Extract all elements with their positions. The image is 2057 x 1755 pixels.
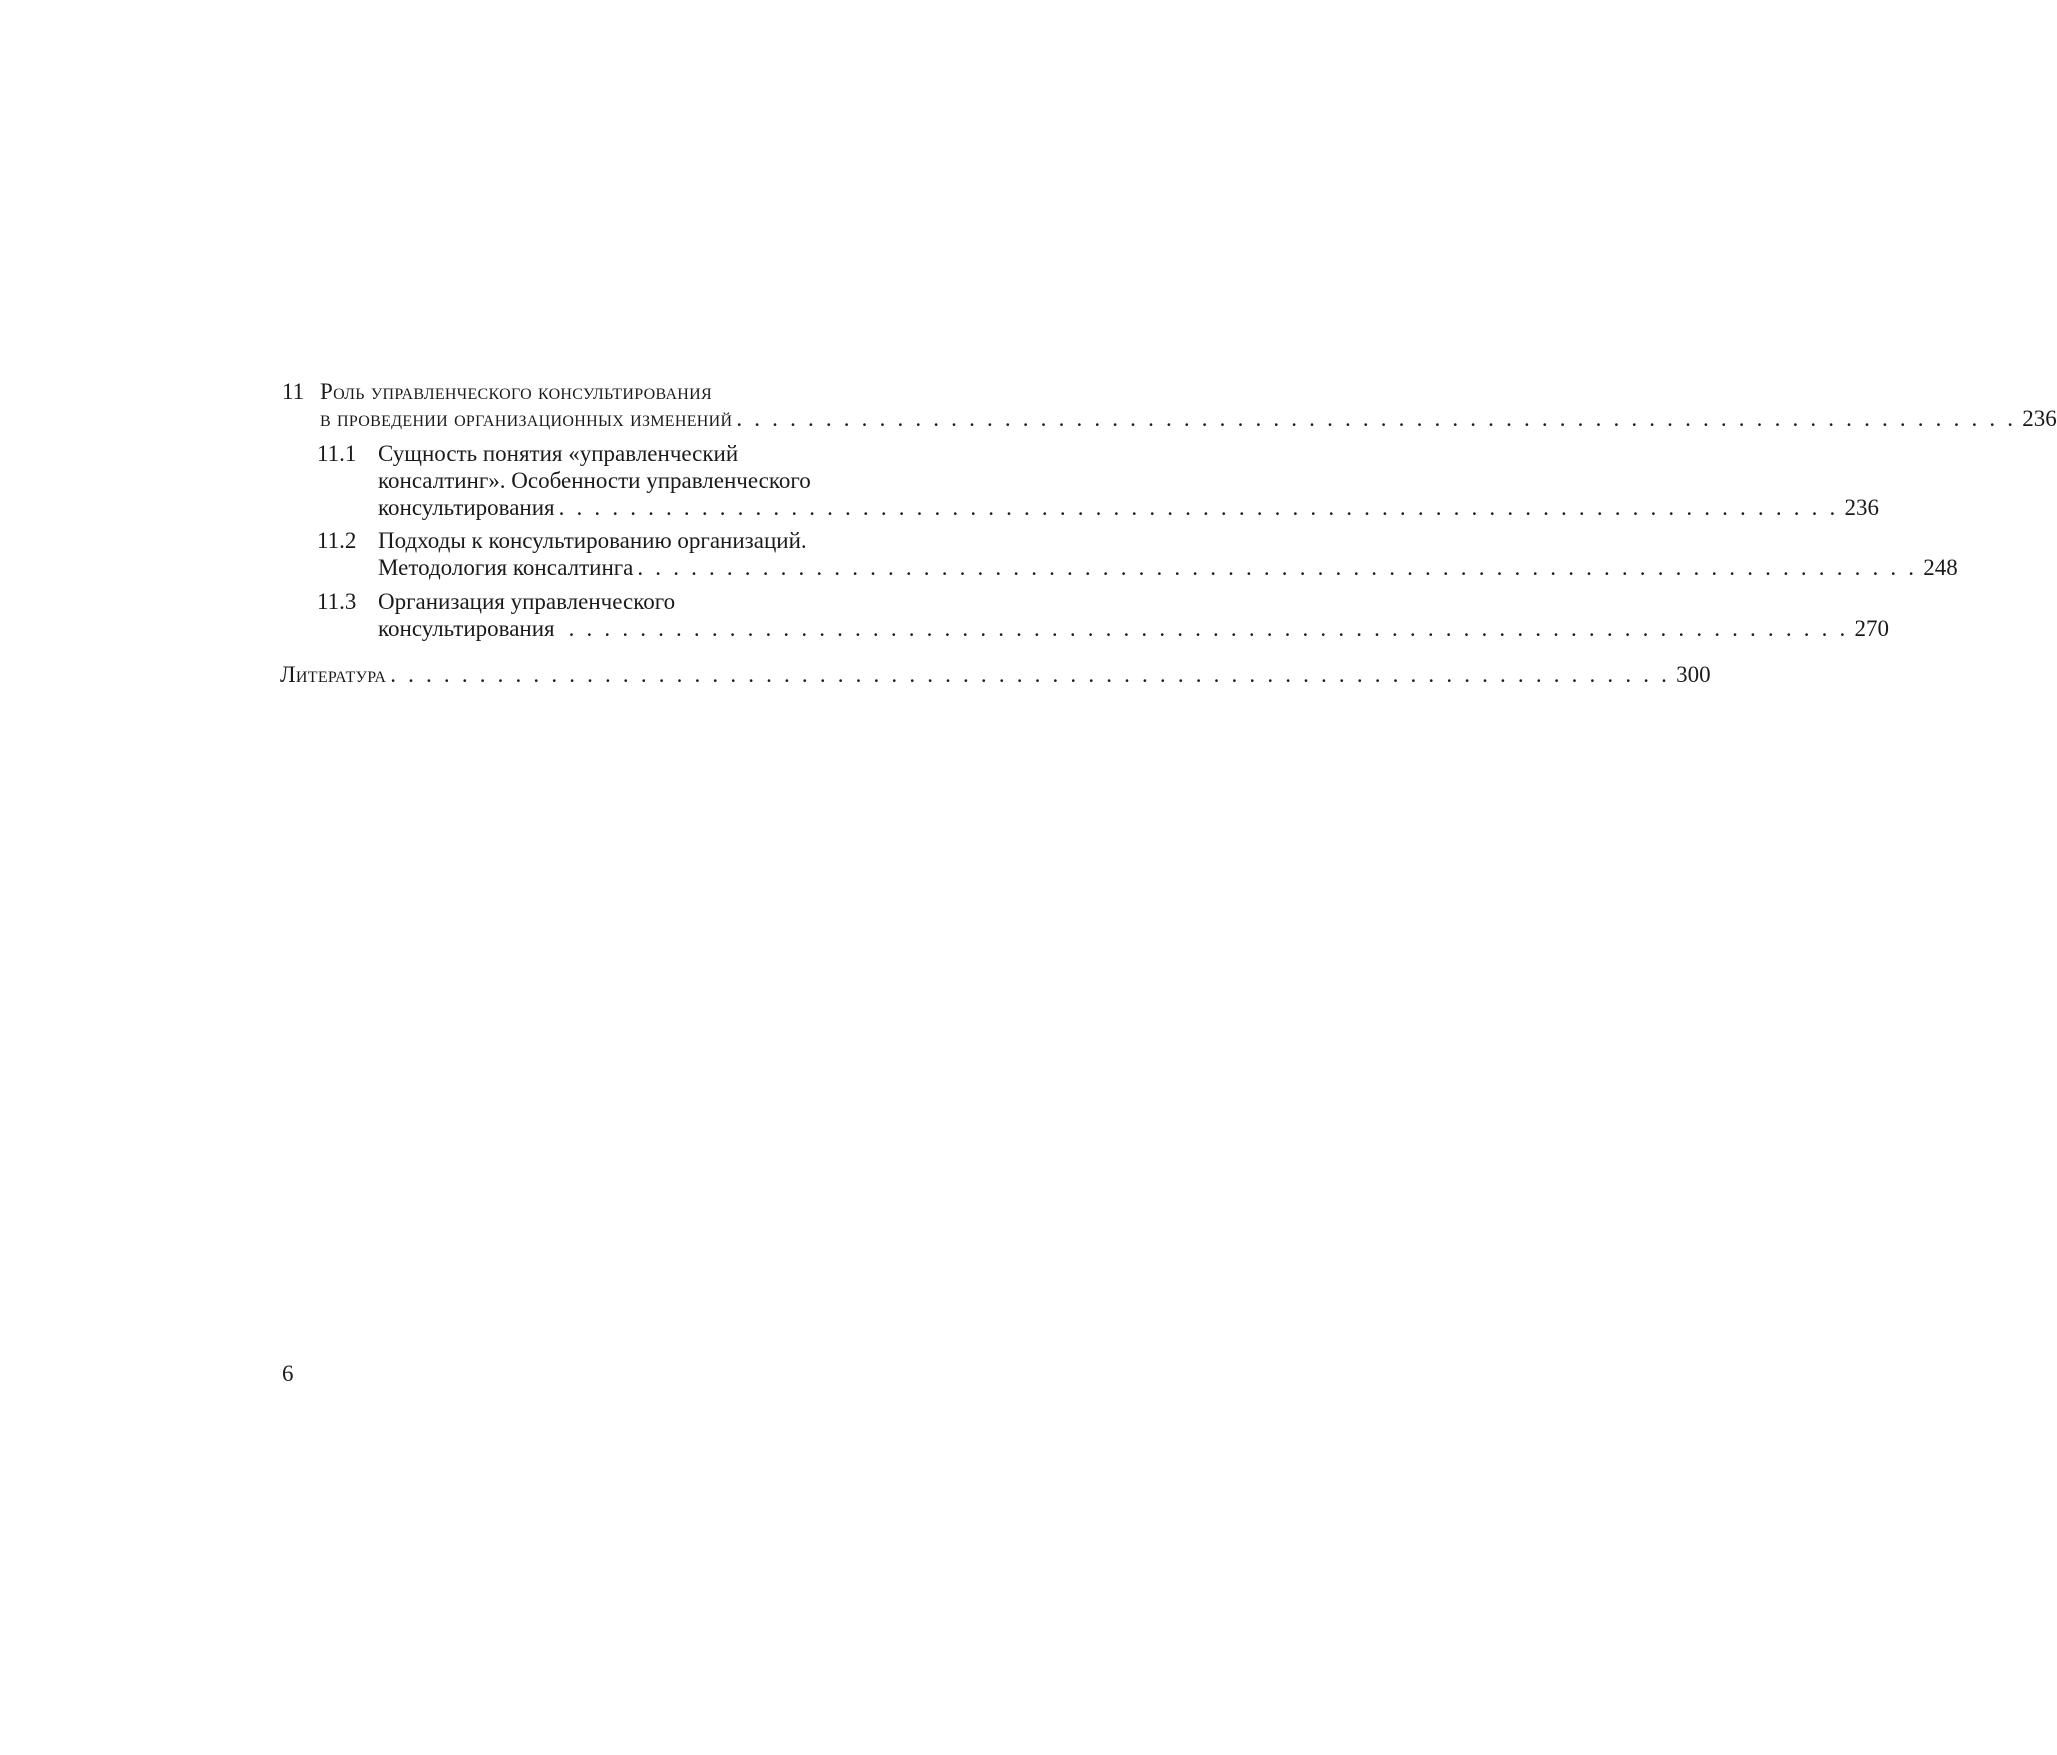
section-title-text: Методология консалтинга [378,555,634,580]
section-page-number: 236 [1844,495,1879,520]
section-title-line [378,494,1879,522]
page-folio: 6 [282,1361,294,1386]
section-title-line [378,615,1889,643]
section-title-line [378,588,960,616]
dot-leader: . . . . . . . . . . . . . . . . . . . . . . . . . . . . . . . . . . . . . . . . . . . . . . . . . . . . . . . . . . . . . . . . . . . . . . . . [558,495,1839,520]
literature-page-number: 300 [1676,662,1711,687]
section-title-line [378,467,960,495]
section-page-number: 248 [1923,555,1958,580]
section-title-text: консультирования [378,616,555,641]
section-number: 11.3 [317,589,357,614]
chapter-number: 11 [282,379,305,404]
section-title-line [378,440,960,468]
dot-leader: . . . . . . . . . . . . . . . . . . . . . . . . . . . . . . . . . . . . . . . . . . . . . . . . . . . . . . . . . . . . . . . . . . . . . . . . [390,662,1671,687]
dot-leader: . . . . . . . . . . . . . . . . . . . . . . . . . . . . . . . . . . . . . . . . . . . . . . . . . . . . . . . . . . . . . . . . . . . . . . . . [568,616,1849,641]
section-title-line [378,527,960,555]
section-page-number: 270 [1854,616,1889,641]
section-number: 11.2 [317,528,357,553]
section-number: 11.1 [317,441,357,466]
section-title-text: Организация управленческого [378,589,676,614]
literature-entry [280,661,1711,689]
chapter-title-line1 [320,378,960,406]
literature-title: Литература [280,662,387,687]
section-title-text: Подходы к консультированию организаций. [378,528,807,553]
dot-leader: . . . . . . . . . . . . . . . . . . . . . . . . . . . . . . . . . . . . . . . . . . . . . . . . . . . . . . . . . . . . . . . . . . . . . . . . [736,406,2017,431]
section-title-text: Сущность понятия «управленческий [378,441,739,466]
section-title-text: консалтинг». Особенности управленческого [378,468,811,493]
chapter-title-text: в проведении организационных изменений [320,406,733,431]
section-title-text: консультирования [378,495,555,520]
chapter-title-text: Роль управленческого консультирования [320,379,712,404]
chapter-page-number: 236 [2022,406,2057,431]
chapter-title-line2 [320,405,2057,433]
dot-leader: . . . . . . . . . . . . . . . . . . . . . . . . . . . . . . . . . . . . . . . . . . . . . . . . . . . . . . . . . . . . . . . . . . . . . . . . [637,555,1918,580]
section-title-line [378,554,1958,582]
